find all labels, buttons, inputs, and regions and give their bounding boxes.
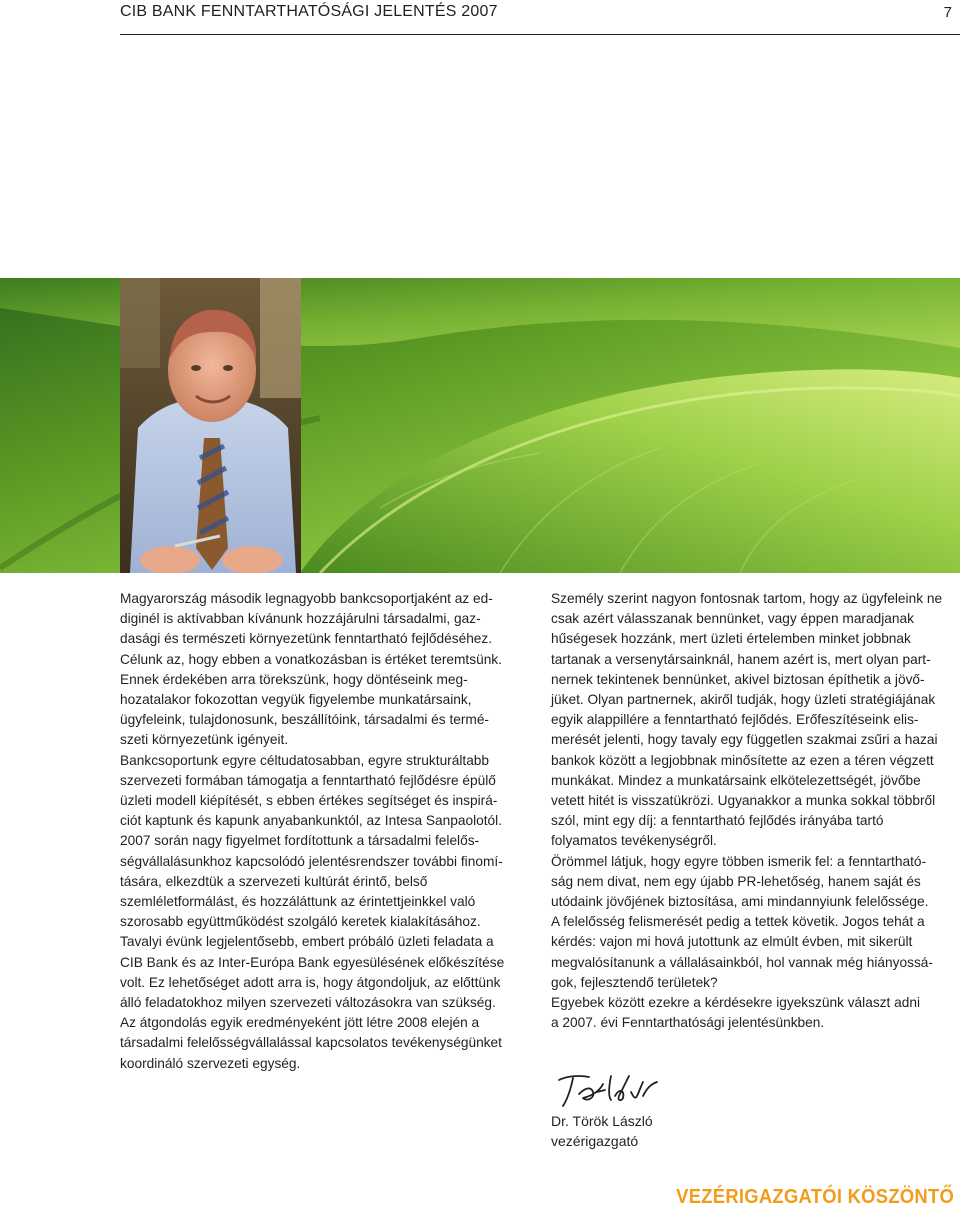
header-divider [120,34,960,35]
text-line: jüket. Olyan partnernek, akiről tudják, hogy üzleti stratégiájának [551,692,936,708]
text-line: álló feladatokhoz milyen szervezeti változásokra van szükség. [120,995,496,1011]
text-line: tartanak a versenytársainknál, hanem azért is, mert olyan part- [551,651,931,667]
report-title: CIB BANK FENNTARTHATÓSÁGI JELENTÉS 2007 [120,3,498,20]
text-line: utódaink jövőjének biztosítása, ami mindannyiunk felelőssége. [551,894,929,910]
page-number: 7 [943,4,952,21]
ceo-portrait [120,278,301,573]
text-line: Bankcsoportunk egyre céltudatosabban, egyre strukturáltabb [120,752,490,768]
section-label: VEZÉRIGAZGATÓI KÖSZÖNTŐ [676,1186,954,1208]
signer-name: Dr. Török László [551,1113,653,1129]
text-line: tására, elkezdtük a szervezeti kultúrát érintő, belső [120,873,428,889]
portrait-photo [120,278,301,573]
text-line: a 2007. évi Fenntarthatósági jelentésünkben. [551,1015,825,1031]
text-line: megvalósítanunk a vállalásainkból, hol vannak még hiányossá- [551,954,933,970]
signer-title: vezérigazgató [551,1133,639,1149]
handwritten-signature [553,1066,663,1110]
text-line: kérdés: vajon mi hová jutottunk az elmúlt évben, mit sikerült [551,934,913,950]
text-line: Magyarország második legnagyobb bankcsoportjaként az ed- [120,591,493,606]
text-line: szól, mint egy díj: a fenntartható fejlődés irányába tartó [551,813,884,829]
text-line: szorosabb együttműködést szolgáló keretek kialakításához. [120,914,481,930]
text-line: hozatalakor fokozottan vegyük figyelembe munkatársaink, [120,692,472,708]
text-line: nernek tekintenek bennünket, akivel biztosan építhetik a jövő- [551,671,925,687]
text-line: dasági és természeti környezetünk fenntartható fejlődéséhez. [120,631,493,647]
text-line: egyik alappillére a fenntartható fejlődés. Erőfeszítéseink elis- [551,712,919,728]
text-line: szervezeti formában támogatja a fenntartható fejlődésre épülő [120,772,496,788]
text-line: társadalmi felelősségvállalással kapcsolatos tevékenységünket [120,1035,502,1051]
hero-image [0,278,960,573]
text-line: Személy szerint nagyon fontosnak tartom, hogy az ügyfeleink ne [551,591,943,606]
text-line: Tavalyi évünk legjelentősebb, embert próbáló üzleti feladata a [120,934,494,950]
text-line: üzleti modell kiépítését, s ebben értékes segítséget és inspirá- [120,793,498,809]
text-line: merését jelenti, hogy tavaly egy független szakmai zsűri a hazai [551,732,938,748]
text-line: vetett hitét is visszatükrözi. Ugyanakkor a munka sokkal többről [551,793,936,809]
text-line: koordináló szervezeti egység. [120,1055,301,1071]
text-line: A felelősség felismerését pedig a tettek követik. Jogos tehát a [551,914,925,930]
text-line: Célunk az, hogy ebben a vonatkozásban is értéket teremtsünk. [120,651,502,667]
text-line: diginél is aktívabban kívánunk hozzájárulni társadalmi, gaz- [120,611,481,627]
text-line: ségvállalásunkhoz kapcsolódó jelentésrendszer további finomí- [120,853,503,869]
text-line: szeti környezetünk igényeit. [120,732,289,748]
text-line: bankok között a legjobbnak minősítette az ezen a téren végzett [551,752,934,768]
text-line: ügyfeleink, tulajdonosunk, beszállítóink, társadalmi és termé- [120,712,489,728]
text-line: csak azért válasszanak bennünket, vagy éppen maradjanak [551,611,914,627]
text-line: Örömmel látjuk, hogy egyre többen ismerik fel: a fenntartható- [551,853,927,869]
text-line: munkákat. Mindez a munkatársaink elkötelezettségét, jövőbe [551,772,921,788]
text-line: ciót kaptunk és kapunk anyabankunktól, az Intesa Sanpaolotól. [120,813,502,829]
text-line: Az átgondolás egyik eredményeként jött létre 2008 elején a [120,1015,480,1031]
text-line: ság nem divat, nem egy újabb PR-lehetőség, hanem saját és [551,873,921,889]
text-line: gok, fejlesztendő területek? [551,974,718,990]
text-line: szemléletformálást, és hozzáláttunk az érintettjeinkkel való [120,894,476,910]
text-line: hűségesek hozzánk, mert üzleti értelemben minket jobbnak [551,631,911,647]
intro-text-left-column [120,589,522,1074]
text-line: Ennek érdekében arra törekszünk, hogy döntéseink meg- [120,671,468,687]
text-line: CIB Bank és az Inter-Európa Bank egyesülésének előkészítése [120,954,505,970]
intro-text-right-column [551,589,957,1033]
text-line: folyamatos tevékenységről. [551,833,717,849]
text-line: 2007 során nagy figyelmet fordítottunk a társadalmi felelős- [120,833,480,849]
text-line: volt. Ez lehetőséget adott arra is, hogy átgondoljuk, az előttünk [120,974,501,990]
text-line: Egyebek között ezekre a kérdésekre igyekszünk választ adni [551,995,920,1011]
